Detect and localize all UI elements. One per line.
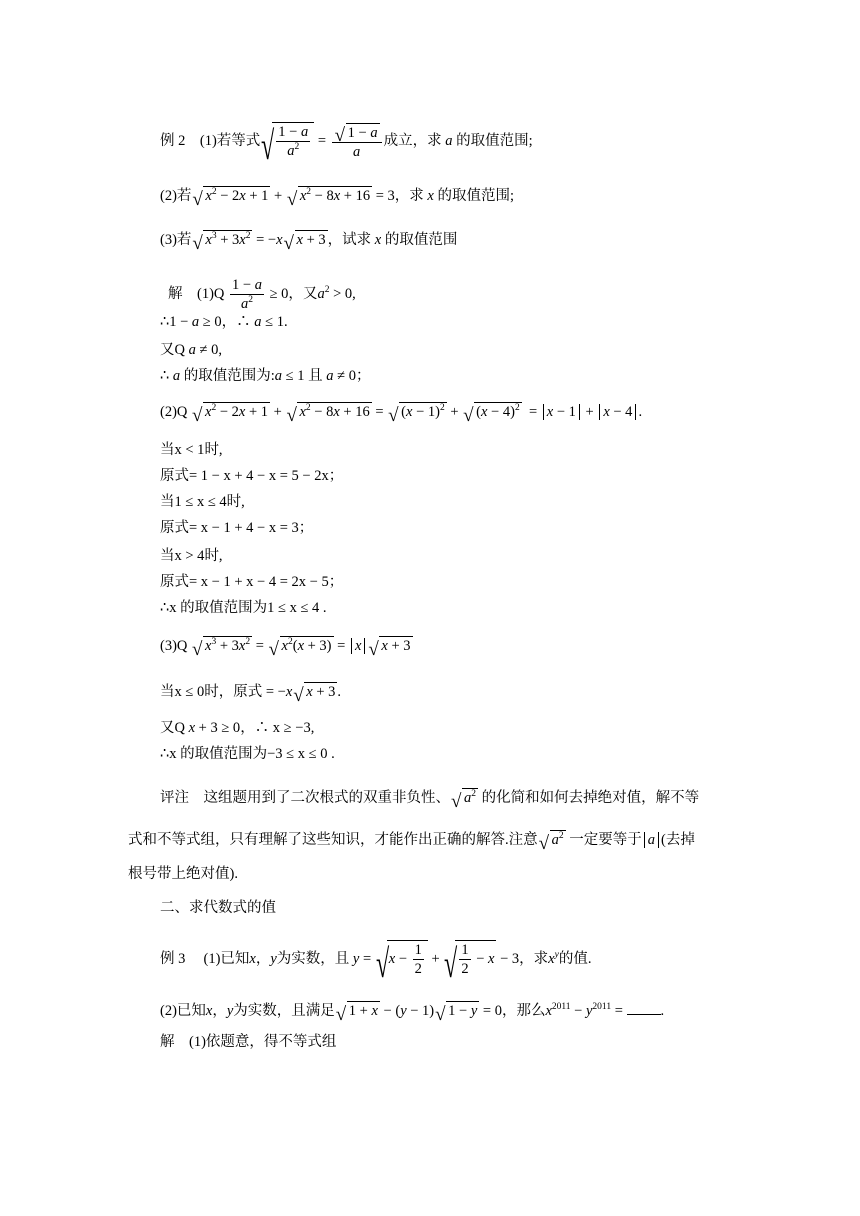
case1-eq-math: = 1 − x + 4 − x = 5 − 2x；	[189, 468, 344, 484]
sol1-line2: ∴1 − a ≥ 0，∴ a ≤ 1.	[160, 314, 288, 330]
ex3-q1-tail: 的值.	[558, 950, 592, 967]
case3-eq	[160, 572, 343, 592]
sol3-cond-math: x ≤ 0	[174, 684, 205, 700]
ex3-label: 例 3	[160, 950, 186, 967]
sol3-l3-math: ，∴ x ≥ −3,	[240, 720, 315, 736]
ex2-q2-end: 的取值范围;	[437, 188, 515, 204]
var-a: a	[445, 132, 453, 149]
ex2-q3: (3)若 √ $x^3 + 3x^2 = -x$ √ x + 3 ，试求 x 的取值范围	[160, 231, 458, 254]
ex2-q3-suffix: ，试求	[327, 232, 372, 248]
conj-and: 且	[308, 368, 323, 384]
therefore-symbol: ∴	[160, 368, 170, 384]
case3-cond	[160, 546, 223, 566]
ex2-q1-suffix: 成立，求	[383, 132, 442, 149]
comment-line2: 式和不等式组，只有理解了这些知识，才能作出正确的解答.注意 √ $a^2$ 一定要等于 a (去掉	[128, 831, 695, 854]
comment-label: 评注	[160, 790, 189, 806]
case2-eq	[160, 518, 313, 538]
comment-p2c: (去掉	[661, 832, 695, 848]
section2-title	[160, 898, 276, 918]
conj-you: 又	[160, 720, 175, 736]
yuanshi-text: 原式	[160, 468, 189, 484]
comment-p2: 式和不等式组，只有理解了这些知识，才能作出正确的解答.注意	[128, 832, 538, 848]
range3	[160, 744, 335, 764]
sol1-prefix: (1)	[197, 285, 214, 302]
comment-p1b: 的化简和如何去掉绝对值，解不等	[481, 790, 700, 806]
sol3-l2-text: 时，原式	[204, 684, 263, 700]
sol1-line4: ∴ a 的取值范围为:a ≤ 1 且 a ≠ 0；	[160, 368, 371, 384]
therefore-symbol: ∴	[160, 600, 170, 616]
ex2-q1: 例 2 (1)若等式 √ $\frac{1 - a}{a^2}$ = √ 1 − a a 成立，求 a 的取值范围;	[160, 123, 533, 168]
sol3-line2: 当x ≤ 0时，原式 = −x √ x + 3 .	[160, 684, 342, 706]
solution3-text: (1)依题意，得不等式组	[189, 1034, 337, 1050]
ex3-q2: (2)已知x，y为实数，且满足 √ 1 + x − (y − 1) √ 1 − y = 0，那么$x^{2011} - y^{2011}$ = .	[160, 1002, 665, 1025]
var-x: x	[427, 188, 434, 204]
when-text: 当	[160, 548, 175, 564]
when-text: 当	[160, 494, 175, 510]
conj-you: 又	[302, 285, 318, 302]
ex2-q2-prefix: (2)若	[160, 188, 192, 204]
because-symbol: Q	[174, 342, 185, 358]
ex2-q2-suffix: ，求	[394, 188, 424, 204]
range3-text: x 的取值范围为	[169, 746, 268, 762]
sol1-line3: 又Q a ≠ 0,	[160, 342, 222, 358]
comment-p3: 根号带上绝对值).	[128, 866, 238, 882]
sol3-intro	[160, 1032, 336, 1052]
ex2-label: 例 2	[160, 132, 186, 149]
var-x: x	[374, 232, 382, 248]
case3-cond-math: x > 4	[174, 548, 205, 564]
when-text: 当	[160, 442, 175, 458]
ex3-q1-end: ，求	[519, 950, 549, 967]
range2-text: x 的取值范围为	[169, 600, 268, 616]
comment-p1: 这组题用到了二次根式的双重非负性、	[203, 790, 450, 806]
case1-cond	[160, 440, 223, 460]
sol2-prefix: (2)	[160, 404, 177, 420]
range3-value: −3 ≤ x ≤ 0 .	[267, 746, 335, 762]
ex3-q2-end: ，那么	[501, 1003, 546, 1019]
ex3-q1-prefix: (1)已知	[203, 950, 250, 967]
because-symbol: Q	[174, 720, 185, 736]
case2-eq-math: = x − 1 + 4 − x = 3；	[189, 520, 314, 536]
ex3-q1-mid: 为实数，且	[276, 950, 350, 967]
ex3-q2-tail: .	[660, 1003, 665, 1019]
ex2-q3-end: 的取值范围	[384, 232, 458, 248]
ex3-q2-prefix: (2)已知	[160, 1003, 206, 1019]
case1-cond-math: x < 1	[174, 442, 205, 458]
sol3-line1: (3)Q √ $x^3 + 3x^2$ = √ $x^2(x + 3) = x$ √ x + 3	[160, 637, 411, 660]
sol3-prefix: (3)	[160, 638, 177, 654]
yuanshi-text: 原式	[160, 520, 189, 536]
comment-p2b: 一定要等于	[569, 832, 642, 848]
sol3-line3: 又Q x + 3 ≥ 0，∴ x ≥ −3,	[160, 720, 315, 736]
comment-line3	[128, 864, 238, 884]
sol1-range-text: 的取值范围为:	[183, 368, 275, 384]
case3-eq-math: = x − 1 + x − 4 = 2x − 5；	[189, 574, 344, 590]
because-symbol: Q	[176, 638, 188, 654]
range2-value: 1 ≤ x ≤ 4 .	[267, 600, 327, 616]
answer-blank[interactable]	[627, 1000, 661, 1015]
sqrt-expression: √ $\frac{1 - a}{a^2}$	[261, 122, 314, 160]
shi-text: 时,	[204, 442, 223, 458]
sol2-line1: (2)Q √ $x^2 - 2x + 1$ + √ $x^2 - 8x + 16$ = √ $(x - 1)^2$ + √ $(x - 4)^2 = x - 1 + x - 4$ .	[160, 403, 643, 426]
ex3-q1: 例 3 (1)已知x，y为实数，且 y = √ x − $\frac{1}{2}$ + √ $\frac{1}{2}$ − x − 3，求$x^y$的值.	[160, 941, 592, 986]
comment-line1: 评注 这组题用到了二次根式的双重非负性、 √ $a^2$ 的化简和如何去掉绝对值，解不等	[160, 789, 700, 812]
conj-you: 又	[160, 342, 175, 358]
ex3-q2-mid: 为实数，且满足	[233, 1003, 335, 1019]
solution3-label: 解	[160, 1034, 175, 1050]
fraction: √ 1 − a a	[332, 123, 382, 161]
case2-cond	[160, 492, 245, 512]
section2-title-text: 二、求代数式的值	[160, 900, 276, 916]
solution-label: 解	[168, 285, 183, 302]
therefore-symbol: ∴	[160, 314, 170, 330]
ex2-q3-prefix: (3)若	[160, 232, 192, 248]
sol1-line1: 解 (1)Q $\frac{1 - a}{a^2}$ ≥ 0，又$a^2 > 0$,	[168, 277, 356, 312]
because-symbol: Q	[213, 285, 225, 302]
case1-eq	[160, 466, 343, 486]
because-symbol: Q	[176, 404, 188, 420]
yuanshi-text: 原式	[160, 574, 189, 590]
ex2-q2: (2)若 √ $x^2 - 2x + 1$ + √ $x^2 - 8x + 16 = 3$，求 x 的取值范围;	[160, 187, 515, 210]
shi-text: 时,	[226, 494, 245, 510]
shi-text: 时,	[204, 548, 223, 564]
case2-cond-math: 1 ≤ x ≤ 4	[174, 494, 227, 510]
therefore-symbol: ∴	[160, 746, 170, 762]
when-text: 当	[160, 684, 175, 700]
ex2-q1-end: 的取值范围;	[456, 132, 533, 149]
range2	[160, 598, 327, 618]
ex2-q1-prefix: (1)若等式	[199, 132, 261, 149]
